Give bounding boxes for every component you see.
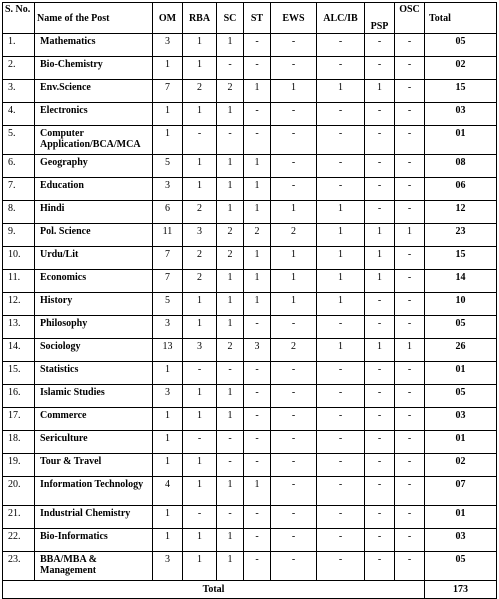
table-row	[3, 270, 497, 293]
row-rba: 1	[183, 155, 217, 178]
row-sno: 19.	[3, 454, 35, 477]
row-sno: 20.	[3, 477, 35, 506]
row-rba: 1	[183, 529, 217, 552]
row-st: -	[244, 506, 271, 529]
row-post-name: Pol. Science	[35, 224, 153, 247]
row-ews: 1	[271, 201, 317, 224]
table-row	[3, 408, 497, 431]
row-st: 1	[244, 270, 271, 293]
row-sno: 17.	[3, 408, 35, 431]
row-sno: 4.	[3, 103, 35, 126]
row-alc: 1	[317, 247, 365, 270]
row-osc: -	[395, 155, 425, 178]
table-row	[3, 155, 497, 178]
table-row	[3, 339, 497, 362]
row-st: -	[244, 34, 271, 57]
row-alc: -	[317, 362, 365, 385]
row-osc: 1	[395, 224, 425, 247]
row-sc: 1	[217, 385, 244, 408]
row-om: 7	[153, 270, 183, 293]
row-sc: 1	[217, 270, 244, 293]
row-om: 6	[153, 201, 183, 224]
row-ews: 1	[271, 270, 317, 293]
row-sc: -	[217, 506, 244, 529]
row-sno: 8.	[3, 201, 35, 224]
row-ews: -	[271, 103, 317, 126]
row-total: 02	[425, 454, 497, 477]
row-post-name: Education	[35, 178, 153, 201]
table-row	[3, 385, 497, 408]
row-om: 1	[153, 529, 183, 552]
row-total: 05	[425, 552, 497, 581]
row-st: -	[244, 529, 271, 552]
row-total: 08	[425, 155, 497, 178]
row-rba: 2	[183, 270, 217, 293]
row-st: -	[244, 552, 271, 581]
row-ews: -	[271, 454, 317, 477]
row-ews: -	[271, 408, 317, 431]
row-rba: 3	[183, 339, 217, 362]
row-om: 3	[153, 552, 183, 581]
posts-table-body	[3, 34, 497, 581]
row-osc: -	[395, 201, 425, 224]
row-psp: -	[365, 201, 395, 224]
row-ews: -	[271, 34, 317, 57]
ews-header: EWS	[271, 3, 317, 34]
table-row	[3, 529, 497, 552]
row-post-name: Philosophy	[35, 316, 153, 339]
row-osc: -	[395, 477, 425, 506]
row-total: 01	[425, 362, 497, 385]
table-row	[3, 506, 497, 529]
row-rba: 1	[183, 178, 217, 201]
row-post-name: Env.Science	[35, 80, 153, 103]
row-sno: 18.	[3, 431, 35, 454]
row-post-name: Economics	[35, 270, 153, 293]
row-sno: 22.	[3, 529, 35, 552]
row-alc: -	[317, 316, 365, 339]
row-post-name: Information Technology	[35, 477, 153, 506]
st-header: ST	[244, 3, 271, 34]
row-ews: 1	[271, 247, 317, 270]
row-osc: -	[395, 454, 425, 477]
row-psp: 1	[365, 270, 395, 293]
row-sno: 15.	[3, 362, 35, 385]
row-osc: -	[395, 34, 425, 57]
row-st: -	[244, 126, 271, 155]
row-sc: 1	[217, 529, 244, 552]
row-sc: 1	[217, 477, 244, 506]
row-rba: 1	[183, 454, 217, 477]
row-om: 13	[153, 339, 183, 362]
row-osc: -	[395, 431, 425, 454]
row-sno: 14.	[3, 339, 35, 362]
row-total: 05	[425, 385, 497, 408]
row-ews: -	[271, 155, 317, 178]
row-st: -	[244, 316, 271, 339]
row-total: 05	[425, 316, 497, 339]
row-post-name: Bio-Informatics	[35, 529, 153, 552]
row-sc: 1	[217, 552, 244, 581]
row-om: 3	[153, 316, 183, 339]
row-total: 07	[425, 477, 497, 506]
row-ews: -	[271, 362, 317, 385]
row-osc: -	[395, 506, 425, 529]
row-om: 1	[153, 408, 183, 431]
table-row	[3, 362, 497, 385]
row-psp: -	[365, 293, 395, 316]
row-ews: -	[271, 57, 317, 80]
row-osc: -	[395, 552, 425, 581]
row-st: 1	[244, 80, 271, 103]
table-row	[3, 224, 497, 247]
row-rba: 2	[183, 80, 217, 103]
row-st: 1	[244, 293, 271, 316]
row-sc: 2	[217, 339, 244, 362]
row-psp: 1	[365, 224, 395, 247]
table-row	[3, 201, 497, 224]
row-psp: -	[365, 506, 395, 529]
row-alc: 1	[317, 80, 365, 103]
row-sno: 16.	[3, 385, 35, 408]
row-psp: -	[365, 431, 395, 454]
row-total: 23	[425, 224, 497, 247]
table-row	[3, 80, 497, 103]
row-total: 03	[425, 103, 497, 126]
row-osc: -	[395, 103, 425, 126]
row-total: 05	[425, 34, 497, 57]
row-osc: -	[395, 126, 425, 155]
row-alc: 1	[317, 270, 365, 293]
row-alc: -	[317, 178, 365, 201]
table-row	[3, 552, 497, 581]
row-alc: -	[317, 431, 365, 454]
row-psp: 1	[365, 247, 395, 270]
row-alc: -	[317, 529, 365, 552]
row-total: 26	[425, 339, 497, 362]
row-st: -	[244, 385, 271, 408]
row-post-name: Hindi	[35, 201, 153, 224]
row-om: 1	[153, 126, 183, 155]
row-om: 3	[153, 385, 183, 408]
row-osc: -	[395, 178, 425, 201]
row-post-name: Sericulture	[35, 431, 153, 454]
row-st: 1	[244, 247, 271, 270]
row-om: 1	[153, 454, 183, 477]
row-sno: 5.	[3, 126, 35, 155]
row-sno: 13.	[3, 316, 35, 339]
table-row	[3, 126, 497, 155]
row-sc: -	[217, 57, 244, 80]
row-osc: -	[395, 362, 425, 385]
row-rba: -	[183, 362, 217, 385]
row-total: 14	[425, 270, 497, 293]
row-sno: 11.	[3, 270, 35, 293]
row-sc: 1	[217, 293, 244, 316]
row-psp: -	[365, 155, 395, 178]
row-om: 7	[153, 80, 183, 103]
table-row	[3, 247, 497, 270]
row-sno: 6.	[3, 155, 35, 178]
row-psp: -	[365, 178, 395, 201]
row-alc: 1	[317, 339, 365, 362]
row-rba: 2	[183, 247, 217, 270]
row-ews: -	[271, 178, 317, 201]
posts-table	[2, 2, 497, 599]
row-rba: 1	[183, 57, 217, 80]
row-osc: -	[395, 293, 425, 316]
row-sc: 2	[217, 247, 244, 270]
posts-table-container	[2, 2, 497, 599]
row-psp: 1	[365, 80, 395, 103]
row-psp: -	[365, 454, 395, 477]
row-rba: 1	[183, 293, 217, 316]
row-om: 5	[153, 155, 183, 178]
table-row	[3, 477, 497, 506]
row-psp: -	[365, 385, 395, 408]
total-header: Total	[425, 3, 497, 34]
row-post-name: Mathematics	[35, 34, 153, 57]
row-psp: 1	[365, 339, 395, 362]
row-st: -	[244, 103, 271, 126]
row-om: 5	[153, 293, 183, 316]
row-post-name: Sociology	[35, 339, 153, 362]
row-psp: -	[365, 126, 395, 155]
row-sc: 2	[217, 80, 244, 103]
table-row	[3, 293, 497, 316]
row-rba: -	[183, 431, 217, 454]
row-rba: 1	[183, 103, 217, 126]
row-rba: 1	[183, 34, 217, 57]
row-st: 1	[244, 178, 271, 201]
row-om: 1	[153, 362, 183, 385]
row-osc: -	[395, 316, 425, 339]
row-st: -	[244, 454, 271, 477]
osc-header: OSC	[395, 3, 425, 34]
row-osc: -	[395, 80, 425, 103]
row-total: 02	[425, 57, 497, 80]
row-rba: 2	[183, 201, 217, 224]
row-sc: 1	[217, 316, 244, 339]
row-alc: -	[317, 57, 365, 80]
row-osc: -	[395, 247, 425, 270]
row-st: -	[244, 57, 271, 80]
row-psp: -	[365, 362, 395, 385]
row-st: 1	[244, 477, 271, 506]
row-alc: -	[317, 34, 365, 57]
row-rba: 1	[183, 552, 217, 581]
row-ews: -	[271, 385, 317, 408]
row-total: 10	[425, 293, 497, 316]
psp-header: PSP	[365, 3, 395, 34]
row-om: 1	[153, 103, 183, 126]
row-osc: -	[395, 408, 425, 431]
footer-total-value: 173	[425, 581, 497, 599]
row-post-name: Commerce	[35, 408, 153, 431]
sno-header: S. No.	[3, 3, 35, 34]
row-sno: 23.	[3, 552, 35, 581]
row-rba: 1	[183, 316, 217, 339]
row-st: -	[244, 362, 271, 385]
row-sno: 1.	[3, 34, 35, 57]
footer-total-label: Total	[3, 581, 425, 599]
row-osc: -	[395, 270, 425, 293]
row-psp: -	[365, 34, 395, 57]
table-row	[3, 103, 497, 126]
footer-row	[3, 581, 497, 599]
row-post-name: Bio-Chemistry	[35, 57, 153, 80]
row-post-name: Statistics	[35, 362, 153, 385]
rba-header: RBA	[183, 3, 217, 34]
row-post-name: Industrial Chemistry	[35, 506, 153, 529]
row-alc: -	[317, 103, 365, 126]
row-post-name: History	[35, 293, 153, 316]
row-sno: 10.	[3, 247, 35, 270]
row-alc: -	[317, 477, 365, 506]
row-sc: 1	[217, 34, 244, 57]
row-om: 1	[153, 431, 183, 454]
row-osc: -	[395, 57, 425, 80]
row-alc: -	[317, 408, 365, 431]
row-st: 2	[244, 224, 271, 247]
row-post-name: Islamic Studies	[35, 385, 153, 408]
row-sc: -	[217, 454, 244, 477]
row-osc: -	[395, 385, 425, 408]
row-total: 01	[425, 506, 497, 529]
row-om: 3	[153, 178, 183, 201]
row-post-name: Urdu/Lit	[35, 247, 153, 270]
table-row	[3, 178, 497, 201]
row-om: 4	[153, 477, 183, 506]
row-sc: 1	[217, 155, 244, 178]
row-st: -	[244, 431, 271, 454]
row-om: 1	[153, 57, 183, 80]
alc-header: ALC/IB	[317, 3, 365, 34]
row-st: 1	[244, 201, 271, 224]
row-alc: 1	[317, 293, 365, 316]
row-alc: 1	[317, 224, 365, 247]
row-alc: -	[317, 155, 365, 178]
row-ews: -	[271, 477, 317, 506]
row-st: 1	[244, 155, 271, 178]
table-row	[3, 57, 497, 80]
row-sc: -	[217, 126, 244, 155]
row-post-name: BBA/MBA & Management	[35, 552, 153, 581]
row-ews: 1	[271, 293, 317, 316]
row-post-name: Computer Application/BCA/MCA	[35, 126, 153, 155]
row-om: 11	[153, 224, 183, 247]
row-sc: 1	[217, 408, 244, 431]
om-header: OM	[153, 3, 183, 34]
row-post-name: Tour & Travel	[35, 454, 153, 477]
row-psp: -	[365, 552, 395, 581]
row-rba: -	[183, 126, 217, 155]
row-sc: 1	[217, 103, 244, 126]
row-ews: 2	[271, 224, 317, 247]
row-sno: 3.	[3, 80, 35, 103]
row-psp: -	[365, 316, 395, 339]
row-ews: -	[271, 529, 317, 552]
row-alc: -	[317, 126, 365, 155]
row-psp: -	[365, 57, 395, 80]
row-psp: -	[365, 477, 395, 506]
row-sc: 1	[217, 178, 244, 201]
row-om: 1	[153, 506, 183, 529]
row-osc: 1	[395, 339, 425, 362]
row-sc: 2	[217, 224, 244, 247]
row-sno: 21.	[3, 506, 35, 529]
row-alc: -	[317, 552, 365, 581]
row-total: 12	[425, 201, 497, 224]
row-rba: -	[183, 506, 217, 529]
row-ews: -	[271, 506, 317, 529]
header-row	[3, 3, 497, 34]
row-sno: 9.	[3, 224, 35, 247]
row-ews: -	[271, 552, 317, 581]
row-st: 3	[244, 339, 271, 362]
row-alc: 1	[317, 201, 365, 224]
table-row	[3, 454, 497, 477]
row-osc: -	[395, 529, 425, 552]
row-total: 06	[425, 178, 497, 201]
row-sno: 2.	[3, 57, 35, 80]
row-om: 3	[153, 34, 183, 57]
row-ews: -	[271, 316, 317, 339]
row-sno: 12.	[3, 293, 35, 316]
row-st: -	[244, 408, 271, 431]
row-om: 7	[153, 247, 183, 270]
table-row	[3, 316, 497, 339]
row-total: 01	[425, 126, 497, 155]
row-ews: 1	[271, 80, 317, 103]
row-total: 03	[425, 408, 497, 431]
row-rba: 1	[183, 477, 217, 506]
table-row	[3, 34, 497, 57]
sc-header: SC	[217, 3, 244, 34]
row-psp: -	[365, 529, 395, 552]
row-rba: 1	[183, 385, 217, 408]
table-row	[3, 431, 497, 454]
row-sc: -	[217, 362, 244, 385]
row-total: 01	[425, 431, 497, 454]
row-post-name: Geography	[35, 155, 153, 178]
row-total: 15	[425, 80, 497, 103]
row-ews: 2	[271, 339, 317, 362]
row-rba: 1	[183, 408, 217, 431]
row-ews: -	[271, 431, 317, 454]
row-total: 15	[425, 247, 497, 270]
row-ews: -	[271, 126, 317, 155]
row-alc: -	[317, 385, 365, 408]
row-sc: -	[217, 431, 244, 454]
row-post-name: Electronics	[35, 103, 153, 126]
row-rba: 3	[183, 224, 217, 247]
row-sno: 7.	[3, 178, 35, 201]
row-psp: -	[365, 103, 395, 126]
name-header: Name of the Post	[35, 3, 153, 34]
row-sc: 1	[217, 201, 244, 224]
row-total: 03	[425, 529, 497, 552]
row-alc: -	[317, 506, 365, 529]
row-alc: -	[317, 454, 365, 477]
row-psp: -	[365, 408, 395, 431]
